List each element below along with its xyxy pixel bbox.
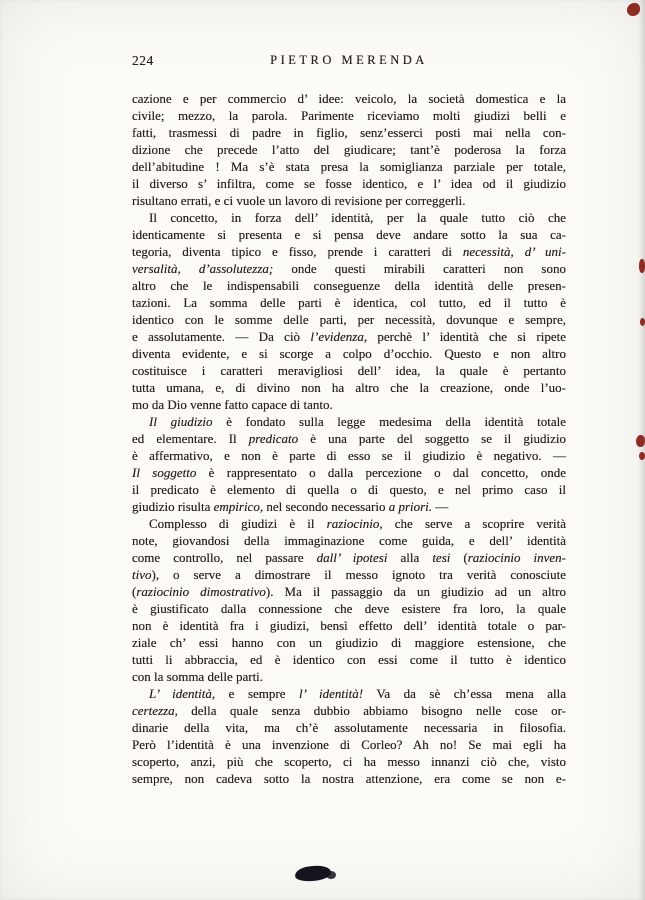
text-run: il predicato è elemento di quella o di questo, e nel primo caso il (132, 482, 566, 497)
text-run: perchè l’ identità che si ripete (367, 329, 566, 344)
text-run: a priori. (388, 499, 433, 514)
scan-artifact-ink-smudge-small (326, 871, 336, 879)
text-line (132, 413, 566, 430)
text-line (132, 651, 566, 668)
text-run (514, 244, 525, 259)
text-run: ). Ma il passaggio da un giudizio ad un altro (265, 584, 566, 599)
text-run: dell’abitudine ! Ma s’è stata presa la somiglianza parziale per totale, (132, 159, 566, 174)
text-line (132, 345, 566, 362)
text-run: ziale ch’ essi hanno con un giudizio di maggiore estensione, che (132, 635, 566, 650)
text-run: è affermativo, e non è parte di esso se il giudizio è negativo. — (132, 448, 566, 463)
text-run: l’ identità! (299, 686, 364, 701)
text-run: — (432, 499, 449, 514)
text-line (132, 328, 566, 345)
text-run: costituisce i caratteri meravigliosi dell’ idea, la quale è pertanto (132, 363, 566, 378)
scan-artifact-red-stain-edge-1 (639, 259, 645, 273)
text-run: fatti, trasmessi di padre in figlio, senz’esserci posti mai nella con- (132, 125, 566, 140)
text-run: alla (387, 550, 433, 565)
text-line (132, 668, 566, 685)
text-run: tutta umana, e, di divino non ha altro che la creazione, onde l’uo- (132, 380, 566, 395)
text-run: ( (450, 550, 468, 565)
text-run: identico con le somme delle parti, per necessità, dovunque e sempre, (132, 312, 566, 327)
text-line (132, 770, 566, 787)
text-run: predicato (248, 431, 299, 446)
text-run: versalità, d’assolutezza; (132, 261, 274, 276)
text-run: scoperto, anzi, più che scoperto, ci ha messo innanzi ciò che, visto (132, 754, 566, 769)
text-run: empirico, (213, 499, 264, 514)
paragraph (132, 413, 566, 515)
text-run: tesi (432, 550, 451, 565)
text-run: sempre, non cadeva sotto la nostra attenzione, era come se non e- (132, 771, 566, 786)
text-run: Complesso di giudizi è il (149, 516, 327, 531)
text-run: onde questi mirabili caratteri non sono (273, 261, 566, 276)
text-run: dinarie della vita, ma ch’è assolutamente necessaria in filosofia. (132, 720, 566, 735)
text-run: della quale senza dubbio abbiamo bisogno nelle cose or- (177, 703, 566, 718)
text-run: raziocinio inven- (467, 550, 566, 565)
text-run: risultano errati, e ci vuole un lavoro di revisione per correggerli. (132, 193, 466, 208)
text-run: dall’ ipotesi (316, 550, 388, 565)
text-line (132, 90, 566, 107)
text-line (132, 600, 566, 617)
text-line (132, 175, 566, 192)
text-line (132, 430, 566, 447)
text-line (132, 311, 566, 328)
text-run: tivo (132, 567, 152, 582)
text-run: con la somma delle parti. (132, 669, 264, 684)
text-run: è fondato sulla legge medesima della identità totale (212, 414, 566, 429)
text-line (132, 124, 566, 141)
text-run: Però l’identità è una invenzione di Corleo? Ah no! Se mai egli ha (132, 737, 566, 752)
paragraph (132, 90, 566, 209)
text-line (132, 481, 566, 498)
text-run: e assolutamente. — Da ciò (132, 329, 311, 344)
page-number: 224 (132, 53, 154, 68)
paragraph (132, 209, 566, 413)
text-line (132, 464, 566, 481)
text-line (132, 141, 566, 158)
text-line (132, 243, 566, 260)
text-run: altro che le indispensabili conseguenze della identità delle presen- (132, 278, 566, 293)
text-run: note, giovandosi della immaginazione come guida, e dell’ identità (132, 533, 566, 548)
text-run: che serve a scoprire verità (382, 516, 566, 531)
text-run: tutti li abbraccia, ed è identico con essi come il tutto è identico (132, 652, 566, 667)
text-run: Va da sè ch’essa mena alla (363, 686, 567, 701)
text-run: cazione e per commercio d’ idee: veicolo, la società domestica e la (132, 91, 566, 106)
text-run: identicamente si presenta e si pensa deve andare sotto la sua ca- (132, 227, 566, 242)
text-line (132, 685, 566, 702)
text-line (132, 549, 566, 566)
text-line (132, 753, 566, 770)
text-run: ( (132, 584, 137, 599)
text-run: ), o serve a dimostrare il messo ignoto tra verità conosciute (151, 567, 566, 582)
text-run: Il giudizio (149, 414, 213, 429)
text-line (132, 260, 566, 277)
text-line (132, 736, 566, 753)
text-run: necessità, (462, 244, 514, 259)
text-line (132, 107, 566, 124)
text-line (132, 158, 566, 175)
text-line (132, 719, 566, 736)
text-run: tazioni. La somma delle parti è identica, col tutto, ed il tutto è (132, 295, 566, 310)
text-run: il diverso s’ infiltra, come se fosse identico, e l’ idea od il giudizio (132, 176, 566, 191)
text-run: giudizio risulta (132, 499, 214, 514)
running-title: PIETRO MERENDA (270, 53, 428, 67)
text-block (132, 90, 566, 787)
scan-artifact-red-stain-edge-3 (636, 435, 645, 447)
text-line (132, 396, 566, 413)
text-run: raziocinio dimostrativo (136, 584, 266, 599)
text-run: tegoria, diventa tipico e fisso, prende i caratteri di (132, 244, 463, 259)
text-line (132, 447, 566, 464)
text-run: civile; mezzo, la parola. Parimente riceviamo molti giudizi belli e (132, 108, 566, 123)
text-line (132, 277, 566, 294)
text-line (132, 226, 566, 243)
text-run: mo da Dio venne fatto capace di tanto. (132, 397, 333, 412)
text-run: è giustificato dalla connessione che deve esistere fra loro, la quale (132, 601, 566, 616)
text-line (132, 566, 566, 583)
text-line (132, 617, 566, 634)
text-line (132, 532, 566, 549)
text-line (132, 192, 566, 209)
text-line (132, 634, 566, 651)
text-line (132, 362, 566, 379)
text-run: raziocinio, (326, 516, 383, 531)
text-run: non è identità fra i giudizi, bensì effetto dell’ identità totale o par- (132, 618, 566, 633)
scan-artifact-red-stain-edge-2 (640, 318, 645, 326)
text-line (132, 294, 566, 311)
text-line (132, 515, 566, 532)
paragraph (132, 685, 566, 787)
text-run: diventa evidente, e si scorge a colpo d’occhio. Questo e non altro (132, 346, 566, 361)
paragraph (132, 515, 566, 685)
text-run: come controllo, nel passare (132, 550, 317, 565)
page-header (132, 53, 566, 71)
text-run: L’ identità, (149, 686, 216, 701)
text-run: d’ uni- (524, 244, 566, 259)
text-run: e sempre (215, 686, 300, 701)
text-line (132, 379, 566, 396)
text-line (132, 498, 566, 515)
page-edge-shadow (638, 0, 645, 900)
text-run: l’evidenza, (310, 329, 368, 344)
text-run: è rappresentato o dalla percezione o dal concetto, onde (196, 465, 567, 480)
text-line (132, 583, 566, 600)
text-run: Il concetto, in forza dell’ identità, per la quale tutto ciò che (149, 210, 566, 225)
text-line (132, 209, 566, 226)
text-run: dizione che precede l’atto del giudicare; tant’è poderosa la forza (132, 142, 566, 157)
text-run: è una parte del soggetto se il giudizio (298, 431, 566, 446)
text-run: Il soggetto (132, 465, 197, 480)
text-run: certezza, (132, 703, 178, 718)
text-run: nel secondo necessario (263, 499, 389, 514)
text-run: ed elementare. Il (132, 431, 249, 446)
scan-artifact-red-stain-edge-4 (639, 452, 645, 460)
text-line (132, 702, 566, 719)
